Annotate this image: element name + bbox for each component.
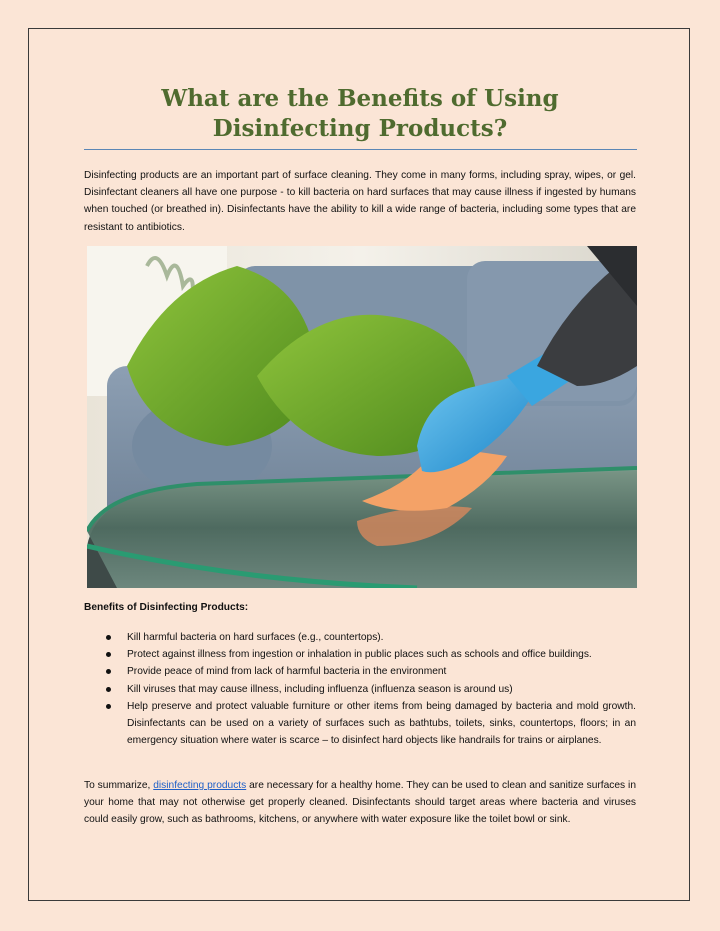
- bullet-icon: [106, 704, 111, 709]
- benefits-heading: Benefits of Disinfecting Products:: [84, 602, 249, 613]
- bullet-icon: [106, 652, 111, 657]
- bullet-icon: [106, 635, 111, 640]
- intro-paragraph: Disinfecting products are an important part of surface cleaning. They come in many forms, including spray, wipes, or gel. Disinfectant cleaners all have one purpose - to kill bacteria on hard surfaces that may cause illness if ingested by humans when touched (or breathed in). Disinfectants have the ability to kill a wide range of bacteria, including some types that are resistant to antibiotics.: [84, 170, 636, 233]
- summary-paragraph: To summarize, disinfecting products are necessary for a healthy home. They can be used to clean and sanitize surfaces in your home that may not otherwise get properly cleaned. Disinfectants should target areas where bacteria and viruses could easily grow, such as bathrooms, kitchens, or anywhere with water exposure like the toilet bowl or sink.: [84, 780, 636, 826]
- list-item: Kill viruses that may cause illness, including influenza (influenza season is around us): [84, 681, 636, 698]
- benefits-list: [84, 629, 636, 749]
- list-item: Help preserve and protect valuable furniture or other items from being damaged by bacteria and mold growth. Disinfectants can be used on a variety of surfaces such as bathtubs, toilets, sinks, countertops, floors; in an emergency situation where water is scarce – to disinfect hard objects like handrails for trains or airplanes.: [84, 698, 636, 750]
- page-title: What are the Benefits of Using Disinfecting Products?: [161, 85, 559, 142]
- bullet-icon: [106, 687, 111, 692]
- cleaning-photo: [87, 246, 637, 588]
- list-item: Protect against illness from ingestion or inhalation in public places such as schools and office buildings.: [84, 646, 636, 663]
- bullet-icon: [106, 669, 111, 674]
- list-item: Kill harmful bacteria on hard surfaces (e.g., countertops).: [84, 629, 636, 646]
- list-item: Provide peace of mind from lack of harmful bacteria in the environment: [84, 663, 636, 680]
- title-divider: [84, 149, 637, 150]
- disinfecting-products-link[interactable]: disinfecting products: [153, 780, 247, 791]
